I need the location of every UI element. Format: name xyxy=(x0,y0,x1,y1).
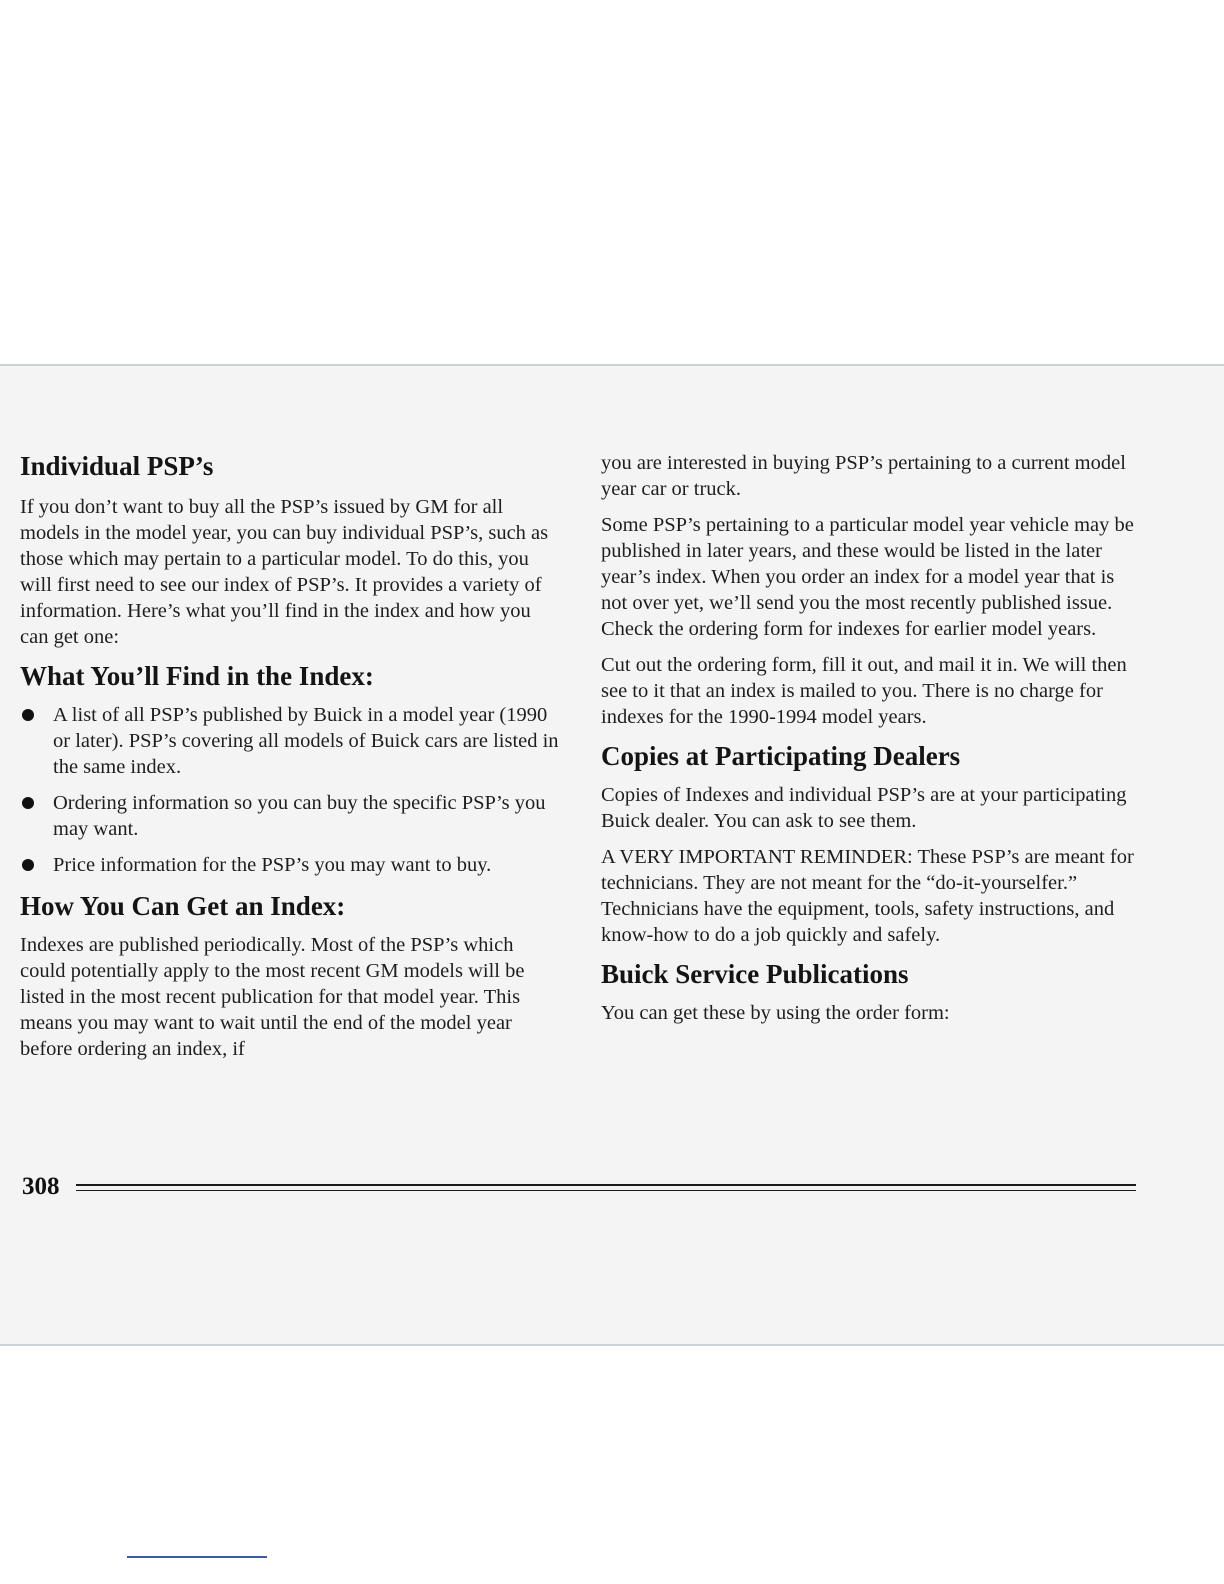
participating-dealers-heading: Copies at Participating Dealers xyxy=(601,741,961,771)
service-publications-paragraph: You can get these by using the order form: xyxy=(601,1002,950,1024)
list-item-text: Price information for the PSP’s you may want to buy. xyxy=(53,854,492,876)
bullet-icon xyxy=(22,797,34,809)
what-youll-find-heading: What You’ll Find in the Index: xyxy=(20,661,374,691)
later-years-paragraph: Some PSP’s pertaining to a particular model year vehicle may be published in later years, and these would be listed in the later year’s index. When you order an index for a model year that is not over yet, we’ll send you the most recently published issue. Check the ordering form for indexes for earlier model years. xyxy=(601,514,1134,640)
list-item xyxy=(20,790,560,842)
list-item-text: Ordering information so you can buy the specific PSP’s you may want. xyxy=(53,792,546,840)
index-contents-list xyxy=(20,702,560,878)
page-number: 308 xyxy=(22,1173,60,1200)
list-item-text: A list of all PSP’s published by Buick in a model year (1990 or later). PSP’s covering all models of Buick cars are listed in the same index. xyxy=(53,704,559,778)
footer-rule xyxy=(76,1184,1136,1191)
page-footer xyxy=(20,1172,1136,1202)
list-item xyxy=(20,702,560,780)
participating-dealers-paragraph: Copies of Indexes and individual PSP’s are at your participating Buick dealer. You can ask to see them. xyxy=(601,784,1127,832)
list-item xyxy=(20,852,560,878)
right-column xyxy=(601,450,1141,1036)
individual-psps-heading: Individual PSP’s xyxy=(20,451,214,481)
how-to-get-index-paragraph: Indexes are published periodically. Most of the PSP’s which could potentially apply to the most recent GM models will be listed in the most recent publication for that model year. This means you may want to wait until the end of the model year before ordering an index, if xyxy=(20,934,525,1060)
service-publications-heading: Buick Service Publications xyxy=(601,959,909,989)
bullet-icon xyxy=(22,859,34,871)
important-reminder-paragraph: A VERY IMPORTANT REMINDER: These PSP’s are meant for technicians. They are not meant for the “do-it-yourselfer.” Technicians have the equipment, tools, safety instructions, and know-how to do a job quickly and safely. xyxy=(601,846,1134,946)
how-to-get-index-heading: How You Can Get an Index: xyxy=(20,891,346,921)
bullet-icon xyxy=(22,709,34,721)
continued-paragraph: you are interested in buying PSP’s pertaining to a current model year car or truck. xyxy=(601,452,1126,500)
individual-psps-paragraph: If you don’t want to buy all the PSP’s issued by GM for all models in the model year, you can buy individual PSP’s, such as those which may pertain to a particular model. To do this, you will first need to see our index of PSP’s. It provides a variety of information. Here’s what you’ll find in the index and how you can get one: xyxy=(20,496,549,648)
manual-page xyxy=(0,364,1224,1346)
ordering-form-paragraph: Cut out the ordering form, fill it out, and mail it in. We will then see to it that an index is mailed to you. There is no charge for indexes for the 1990-1994 model years. xyxy=(601,654,1127,728)
left-column xyxy=(20,450,560,1072)
bottom-divider xyxy=(127,1556,267,1558)
